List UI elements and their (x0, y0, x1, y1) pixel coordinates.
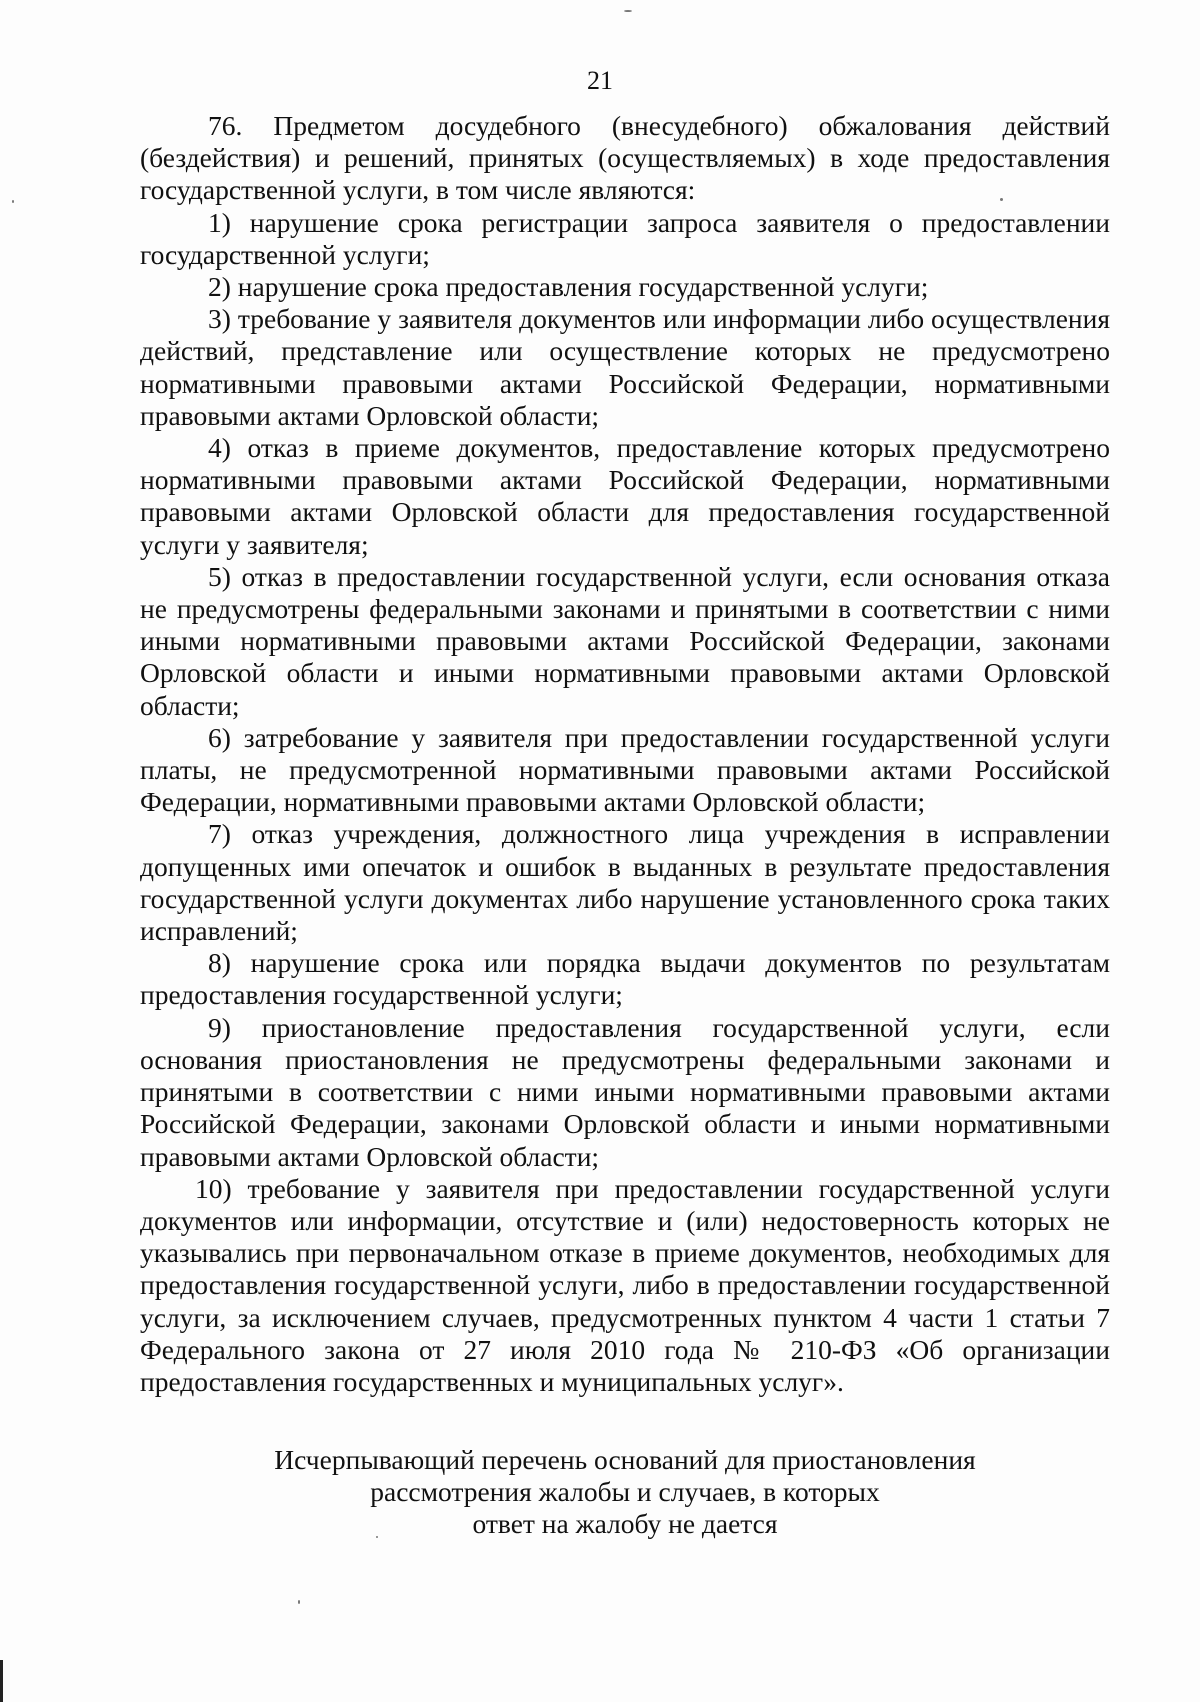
section-heading (140, 1444, 1110, 1541)
list-item-1: 1) нарушение срока регистрации запроса заявителя о предоставлении государственной услуги; (140, 206, 1110, 270)
list-item-2: 2) нарушение срока предоставления государственной услуги; (208, 271, 929, 303)
section-heading-line-1: Исчерпывающий перечень оснований для приостановления (274, 1444, 976, 1475)
list-item-10: 10) требование у заявителя при предоставлении государственной услуги документов или информации, отсутствие и (или) недостоверность которых не указывались при первоначальном отказе в приеме документов, необходимых для предоставления государственной услуги, либо в предоставлении государственной услуги, за исключением случаев, предусмотренных пунктом 4 части 1 статьи 7 Федерального закона от 27 июля 2010 года № 210-ФЗ «Об организации предоставления государственных и муниципальных услуг». (140, 1172, 1110, 1397)
list-item-3: 3) требование у заявителя документов или информации либо осуществления действий, представление или осуществление которых не предусмотрено нормативными правовыми актами Российской Федерации, нормативными правовыми актами Орловской области; (140, 303, 1110, 431)
scan-speck (1000, 198, 1003, 201)
list-item-7: 7) отказ учреждения, должностного лица учреждения в исправлении допущенных ими опечаток и ошибок в выданных в результате предоставления государственной услуги документах либо нарушение установленного срока таких исправлений; (140, 818, 1110, 947)
section-heading-line-3: ответ на жалобу не дается (472, 1508, 778, 1540)
list-item-9: 9) приостановление предоставления государственной услуги, если основания приостановления не предусмотрены федеральными законами и принятыми в соответствии с ними иными нормативными правовыми актами Российской Федерации, законами Орловской области и иными нормативными правовыми актами Орловской области; (140, 1011, 1110, 1172)
document-body (140, 110, 1110, 1398)
list-item-8: 8) нарушение срока или порядка выдачи документов по результатам предоставления государственной услуги; (140, 947, 1110, 1011)
scan-edge-mark (0, 1660, 3, 1702)
scan-speck (624, 10, 632, 12)
list-item-4: 4) отказ в приеме документов, предоставление которых предусмотрено нормативными правовыми актами Российской Федерации, нормативными правовыми актами Орловской области для предоставления государственной услуги у заявителя; (140, 432, 1110, 560)
page-number: 21 (587, 66, 613, 95)
list-item-6: 6) затребование у заявителя при предоставлении государственной услуги платы, не предусмотренной нормативными правовыми актами Российской Федерации, нормативными правовыми актами Орловской области; (140, 721, 1110, 818)
paragraph-76: 76. Предметом досудебного (внесудебного) обжалования действий (бездействия) и решений, принятых (осуществляемых) в ходе предоставления государственной услуги, в том числе являются: (140, 110, 1110, 206)
scan-speck (12, 200, 14, 203)
scan-speck (376, 1536, 378, 1538)
scan-speck (298, 1600, 300, 1604)
list-item-5: 5) отказ в предоставлении государственной услуги, если основания отказа не предусмотрены федеральными законами и принятыми в соответствии с ними иными нормативными правовыми актами Российской Федерации, законами Орловской области и иными нормативными правовыми актами Орловской области; (140, 560, 1110, 721)
section-heading-line-2: рассмотрения жалобы и случаев, в которых (370, 1476, 880, 1508)
